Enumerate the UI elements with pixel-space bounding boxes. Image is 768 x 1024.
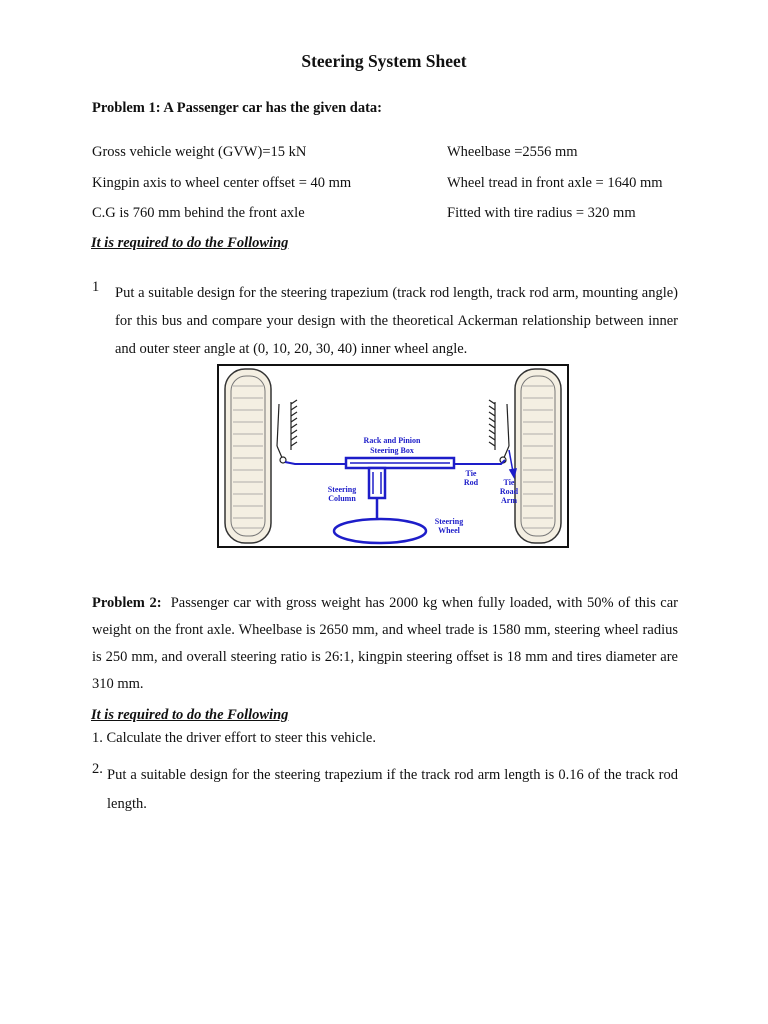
problem2-item1: 1. Calculate the driver effort to steer this vehicle. xyxy=(92,730,376,746)
tie-arm-label-line1: Tie xyxy=(503,478,515,487)
column-label-line2: Column xyxy=(328,494,356,503)
problem2-item2-text: Put a suitable design for the steering trapezium if the track rod arm length is 0.16 of the track rod length. xyxy=(107,767,678,812)
steering-diagram xyxy=(217,364,569,548)
problem1-required-heading: It is required to do the Following xyxy=(91,235,289,251)
problem1-heading: Problem 1: A Passenger car has the given data: xyxy=(92,100,382,116)
problem2-paragraph xyxy=(92,590,678,698)
problem1-item-text: Put a suitable design for the steering trapezium (track rod length, track rod arm, mounting angle) for this bus and compare your design with the theoretical Ackerman relationship between inner and outer steer angle at (0, 10, 20, 30, 40) inner wheel angle. xyxy=(115,285,678,357)
problem2-heading: Problem 2: xyxy=(92,595,162,611)
left-tire-icon xyxy=(225,369,271,543)
kingpin-offset-value: Kingpin axis to wheel center offset = 40 mm xyxy=(92,175,352,191)
steering-diagram-svg xyxy=(217,364,569,548)
cg-position-value: C.G is 760 mm behind the front axle xyxy=(92,205,305,221)
wheel-label-line2: Wheel xyxy=(438,526,460,535)
wheel-label-line1: Steering xyxy=(434,517,464,526)
column-label-line1: Steering xyxy=(327,485,357,494)
tie-rod-label-line1: Tie xyxy=(465,469,477,478)
rack-label-line2: Steering Box xyxy=(370,446,414,455)
gvw-value: Gross vehicle weight (GVW)=15 kN xyxy=(92,144,307,160)
problem2-required-heading: It is required to do the Following xyxy=(91,707,289,723)
tire-radius-value: Fitted with tire radius = 320 mm xyxy=(447,205,636,221)
problem1-item-number: 1 xyxy=(92,279,100,295)
problem2-text: Passenger car with gross weight has 2000 kg when fully loaded, with 50% of this car weight on the front axle. Wheelbase is 2650 mm, and wheel trade is 1580 mm, steering wheel radius is 250 mm, and overall steering ratio is 26:1, kingpin steering offset is 18 mm and tires diameter are 310 mm. xyxy=(92,595,679,692)
wheel-tread-value: Wheel tread in front axle = 1640 mm xyxy=(447,175,663,191)
tie-rod-label-line2: Rod xyxy=(463,478,479,487)
wheelbase-value: Wheelbase =2556 mm xyxy=(447,144,578,160)
rack-label-line1: Rack and Pinion xyxy=(363,436,421,445)
right-tire-icon xyxy=(515,369,561,543)
tie-arm-label-line2: Road xyxy=(499,487,519,496)
page-title: Steering System Sheet xyxy=(301,51,467,71)
problem2-item2-number: 2. xyxy=(92,761,103,777)
tie-arm-label-line3: Arm xyxy=(501,496,517,505)
